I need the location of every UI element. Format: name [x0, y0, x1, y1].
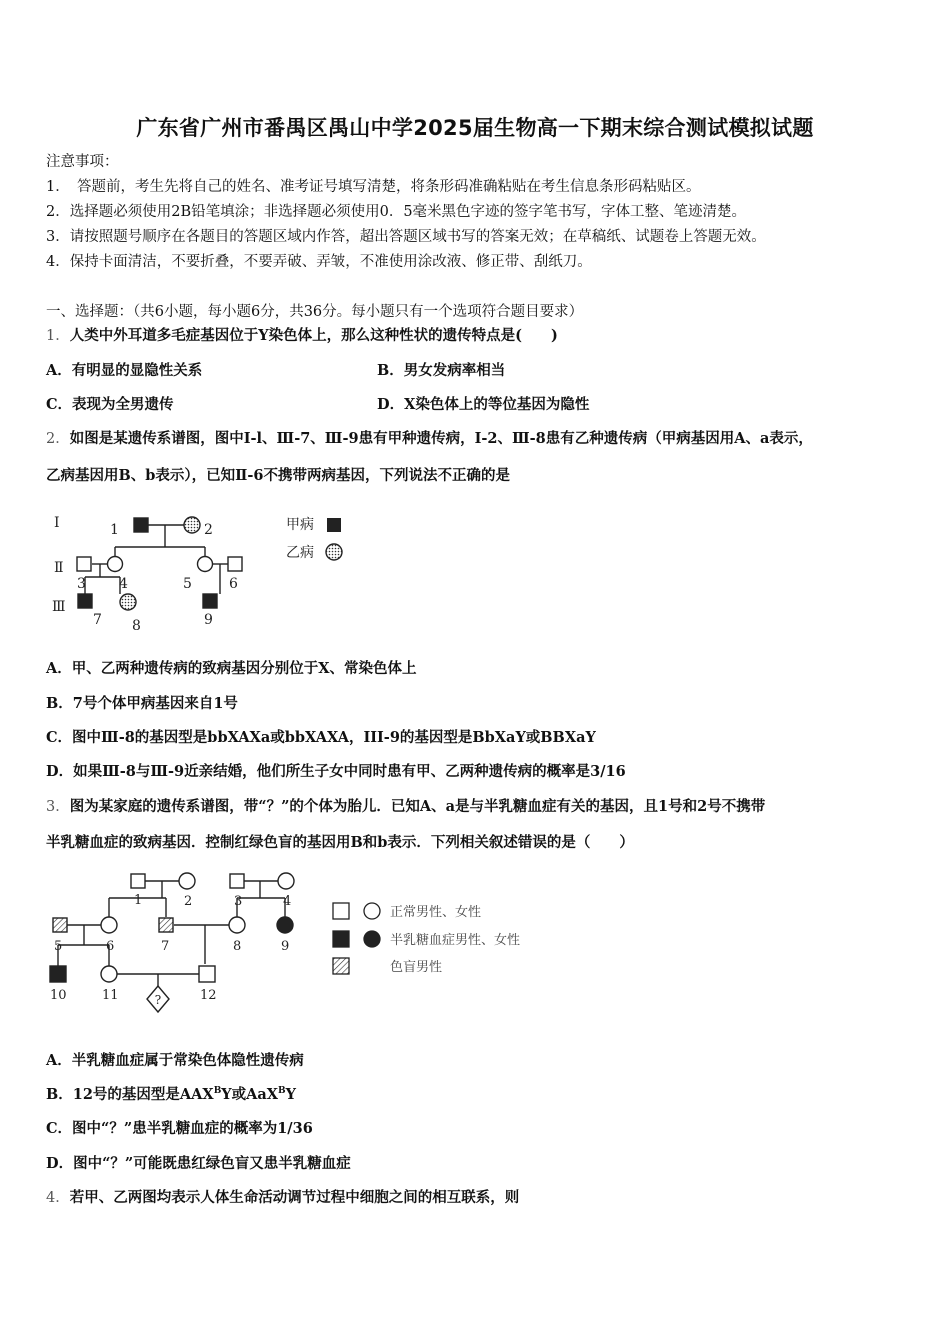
individual-id: 7: [161, 939, 170, 954]
question-stem: 人类中外耳道多毛症基因位于Y染色体上，那么这种性状的遗传特点是( ): [69, 327, 558, 344]
q3-option-c: C．图中“？”患半乳糖血症的概率为1/36: [46, 1120, 313, 1137]
option-text: Y: [285, 1086, 297, 1103]
q3-option-b: [46, 1085, 296, 1105]
individual-1-affected-male: [134, 518, 148, 532]
q1-option-d: D．X染色体上的等位基因为隐性: [377, 396, 590, 413]
superscript: B: [213, 1086, 222, 1097]
individual-id: 1: [134, 893, 143, 908]
individual-id: 1: [110, 522, 119, 538]
notice-item-1: 1． 答题前，考生先将自己的姓名、准考证号填写清楚，将条形码准确粘贴在考生信息条形码粘贴区。: [46, 179, 701, 195]
individual-id: 10: [50, 988, 67, 1003]
legend-label: 乙病: [286, 545, 314, 561]
option-text: B．12号的基因型是AAX: [46, 1086, 214, 1103]
notice-item-4: 4．保持卡面清洁，不要折叠，不要弄破、弄皱，不准使用涂改液、修正带、刮纸刀。: [46, 254, 592, 270]
legend-swatch: [327, 518, 341, 532]
pedigree-figure-q3: [40, 862, 550, 1022]
question-stem: 若甲、乙两图均表示人体生命活动调节过程中细胞之间的相互联系，则: [69, 1189, 520, 1206]
individual-12-male: [199, 966, 215, 982]
individual-id: 3: [234, 894, 243, 909]
generation-label: Ⅰ: [54, 515, 60, 531]
individual-id: 4: [283, 894, 292, 909]
question-4: [46, 1188, 519, 1208]
notice-item-2: 2．选择题必须使用2B铅笔填涂；非选择题必须使用0．5毫米黑色字迹的签字笔书写，字体工整、笔迹清楚。: [46, 204, 747, 220]
individual-id: 4: [119, 576, 128, 592]
q1-option-c: C．表现为全男遗传: [46, 396, 174, 413]
legend-swatch: [333, 931, 349, 947]
individual-id: 5: [54, 939, 63, 954]
q1-option-b: B．男女发病率相当: [377, 362, 506, 379]
question-stem-line-1: 图为某家庭的遗传系谱图，带“？”的个体为胎儿．已知A、a是与半乳糖血症有关的基因，且1号和2号不携带: [69, 798, 766, 815]
individual-4-female: [278, 873, 294, 889]
notice-item-3: 3．请按照题号顺序在各题目的答题区域内作答，超出答题区域书写的答案无效；在草稿纸、试题卷上答题无效。: [46, 229, 766, 245]
question-stem-line-1: 如图是某遗传系谱图，图中Ⅰ-l、Ⅲ-7、Ⅲ-9患有甲种遗传病，Ⅰ-2、Ⅲ-8患有乙种遗传病（甲病基因用A、a表示，: [69, 430, 813, 447]
pedigree-figure-q2: [40, 505, 360, 635]
q1-option-a: A．有明显的显隐性关系: [46, 362, 203, 379]
individual-11-female: [101, 966, 117, 982]
fetus-label: ?: [154, 993, 162, 1007]
q3-option-a: A．半乳糖血症属于常染色体隐性遗传病: [46, 1052, 304, 1069]
individual-7-colorblind-male: [159, 918, 173, 932]
individual-10-affected-male: [50, 966, 66, 982]
individual-id: 12: [200, 988, 217, 1003]
individual-6-male: [228, 557, 242, 571]
legend-swatch: [333, 958, 349, 974]
individual-id: 3: [77, 576, 86, 592]
individual-3-male: [230, 874, 244, 888]
legend-label: 甲病: [286, 517, 314, 533]
question-2-line-2: 乙病基因用B、b表示），已知Ⅱ-6不携带两病基因，下列说法不正确的是: [46, 467, 510, 484]
legend-label: 色盲男性: [390, 960, 443, 975]
generation-label: Ⅱ: [54, 560, 64, 576]
q3-option-d: D．图中“？”可能既患红绿色盲又患半乳糖血症: [46, 1155, 351, 1172]
individual-6-female: [101, 917, 117, 933]
individual-id: 8: [233, 939, 242, 954]
individual-id: 9: [281, 939, 290, 954]
individual-7-affected-male: [78, 594, 92, 608]
individual-5-colorblind-male: [53, 918, 67, 932]
individual-2-female: [179, 873, 195, 889]
individual-4-female: [108, 557, 123, 572]
legend-swatch: [333, 903, 349, 919]
option-text: Y或AaX: [221, 1086, 279, 1103]
section-heading: 一、选择题：（共6小题，每小题6分，共36分。每小题只有一个选项符合题目要求）: [46, 304, 584, 320]
superscript: B: [278, 1086, 286, 1097]
q2-option-b: B．7号个体甲病基因来自1号: [46, 695, 238, 712]
individual-2-affected-female: [184, 517, 200, 533]
individual-id: 2: [184, 894, 193, 909]
individual-5-female: [198, 557, 213, 572]
legend-swatch: [364, 931, 380, 947]
question-number: 1．: [46, 328, 70, 344]
individual-id: 2: [204, 522, 213, 538]
generation-label: Ⅲ: [52, 599, 66, 615]
notice-heading: 注意事项：: [46, 154, 119, 170]
individual-id: 5: [183, 576, 192, 592]
individual-id: 6: [106, 939, 115, 954]
individual-9-affected-male: [203, 594, 217, 608]
question-2: [46, 429, 813, 449]
page-title: 广东省广州市番禺区禺山中学2025届生物高一下期末综合测试模拟试题: [136, 116, 814, 140]
legend-swatch: [364, 903, 380, 919]
legend-label: 正常男性、女性: [390, 905, 482, 920]
individual-id: 8: [132, 618, 141, 634]
individual-id: 9: [204, 612, 213, 628]
question-number: 2．: [46, 431, 70, 447]
question-number: 4．: [46, 1190, 70, 1206]
individual-id: 6: [229, 576, 238, 592]
individual-1-male: [131, 874, 145, 888]
legend-swatch: [326, 544, 342, 560]
individual-3-male: [77, 557, 91, 571]
q2-option-c: C．图中Ⅲ-8的基因型是bbXAXa或bbXAXA，III-9的基因型是BbXaY或BBXaY: [46, 729, 596, 746]
individual-8-affected-female: [120, 594, 136, 610]
question-1: [46, 326, 558, 346]
question-number: 3．: [46, 799, 70, 815]
q2-option-a: A．甲、乙两种遗传病的致病基因分别位于X、常染色体上: [46, 660, 417, 677]
question-3-line-2: 半乳糖血症的致病基因．控制红绿色盲的基因用B和b表示．下列相关叙述错误的是（ ）: [46, 834, 634, 851]
individual-8-female: [229, 917, 245, 933]
individual-id: 7: [93, 612, 102, 628]
question-3: [46, 797, 765, 817]
individual-9-affected-female: [277, 917, 293, 933]
q2-option-d: D．如果Ⅲ-8与Ⅲ-9近亲结婚，他们所生子女中同时患有甲、乙两种遗传病的概率是3/16: [46, 763, 626, 780]
individual-id: 11: [102, 988, 119, 1003]
legend-label: 半乳糖血症男性、女性: [390, 933, 521, 948]
